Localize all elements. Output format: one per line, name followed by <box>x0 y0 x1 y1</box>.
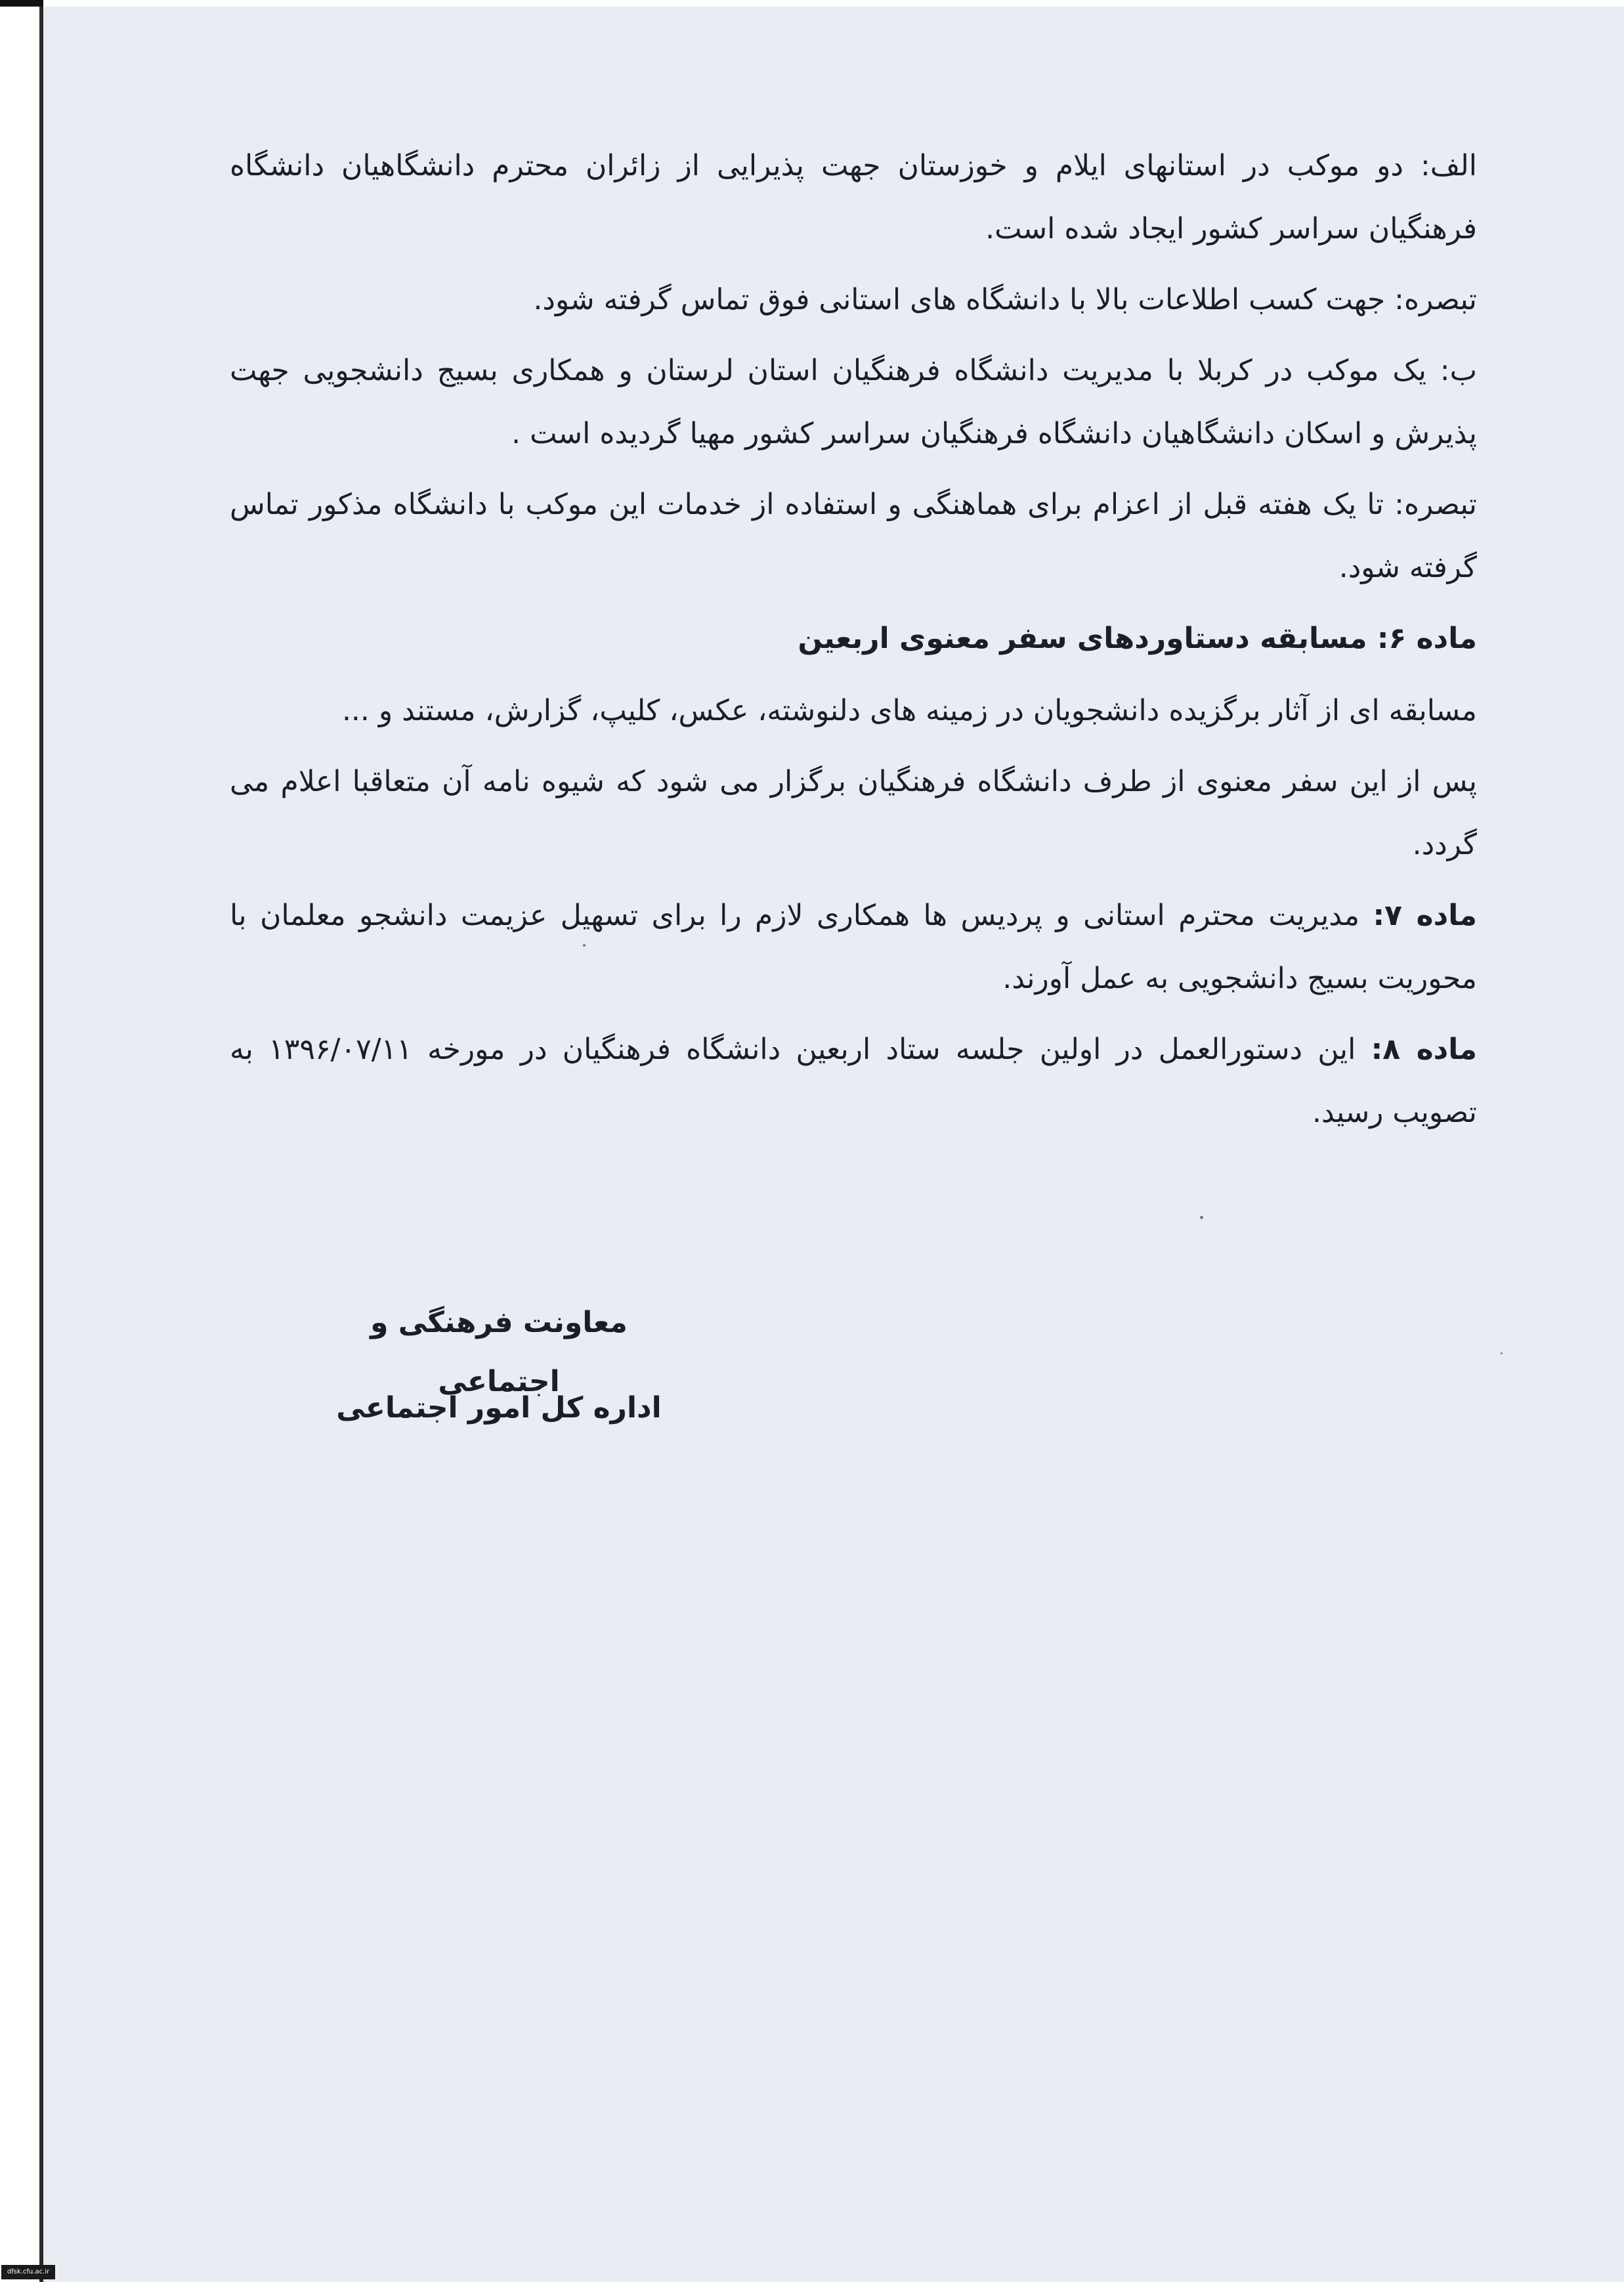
site-watermark: dfsk.cfu.ac.ir <box>1 2265 55 2279</box>
signature-line-2: اداره کل امور اجتماعی <box>336 1391 662 1425</box>
signature-line-1: معاونت فرهنگی و اجتماعی <box>370 1306 628 1398</box>
paragraph-tabsare-1: تبصره: جهت کسب اطلاعات بالا با دانشگاه های استانی فوق تماس گرفته شود. <box>533 283 1477 316</box>
scan-left-margin <box>0 0 42 2282</box>
scan-speck <box>1200 1216 1203 1219</box>
scan-corner <box>0 0 43 7</box>
paragraph-madde-7 <box>230 884 1477 1010</box>
scan-speck <box>583 944 586 947</box>
document-body <box>230 135 1477 1152</box>
paragraph-tabsare-2: تبصره: تا یک هفته قبل از اعزام برای هماهنگی و استفاده از خدمات این موکب با دانشگاه مذکور تماس گرفته شود. <box>230 488 1477 584</box>
madde-8-label: ماده ۸: <box>1371 1033 1478 1066</box>
scan-edge-line <box>39 0 43 2282</box>
madde-7-label: ماده ۷: <box>1373 899 1477 932</box>
signature-block <box>315 1293 683 1464</box>
madde-8-text: این دستورالعمل در اولین جلسه ستاد اربعین دانشگاه فرهنگیان در مورخه ۱۳۹۶/۰۷/۱۱ به تصویب رسید. <box>230 1033 1477 1129</box>
paragraph-alef: الف: دو موکب در استانهای ایلام و خوزستان جهت پذیرایی از زائران محترم دانشگاهیان دانشگاه فرهنگیان سراسر کشور ایجاد شده است. <box>230 149 1477 246</box>
paragraph-madde-8 <box>230 1018 1477 1144</box>
paragraph-madde-6-line2: پس از این سفر معنوی از طرف دانشگاه فرهنگیان برگزار می شود که شیوه نامه آن متعاقبا اعلام می گردد. <box>230 765 1477 861</box>
heading-madde-6: ماده ۶: مسابقه دستاوردهای سفر معنوی اربعین <box>798 622 1477 655</box>
madde-7-text: مدیریت محترم استانی و پردیس ها همکاری لازم را برای تسهیل عزیمت دانشجو معلمان با محوریت بسیج دانشجویی به عمل آورند. <box>230 899 1477 995</box>
scan-speck <box>1501 1352 1503 1354</box>
paragraph-madde-6-line1: مسابقه ای از آثار برگزیده دانشجویان در زمینه های دلنوشته، عکس، کلیپ، گزارش، مستند و ... <box>341 694 1477 727</box>
scan-top-margin <box>39 0 1624 7</box>
paragraph-be: ب: یک موکب در کربلا با مدیریت دانشگاه فرهنگیان استان لرستان و همکاری بسیج دانشجویی جهت پذیرش و اسکان دانشگاهیان دانشگاه فرهنگیان سراسر کشور مهیا گردیده است . <box>230 354 1477 450</box>
